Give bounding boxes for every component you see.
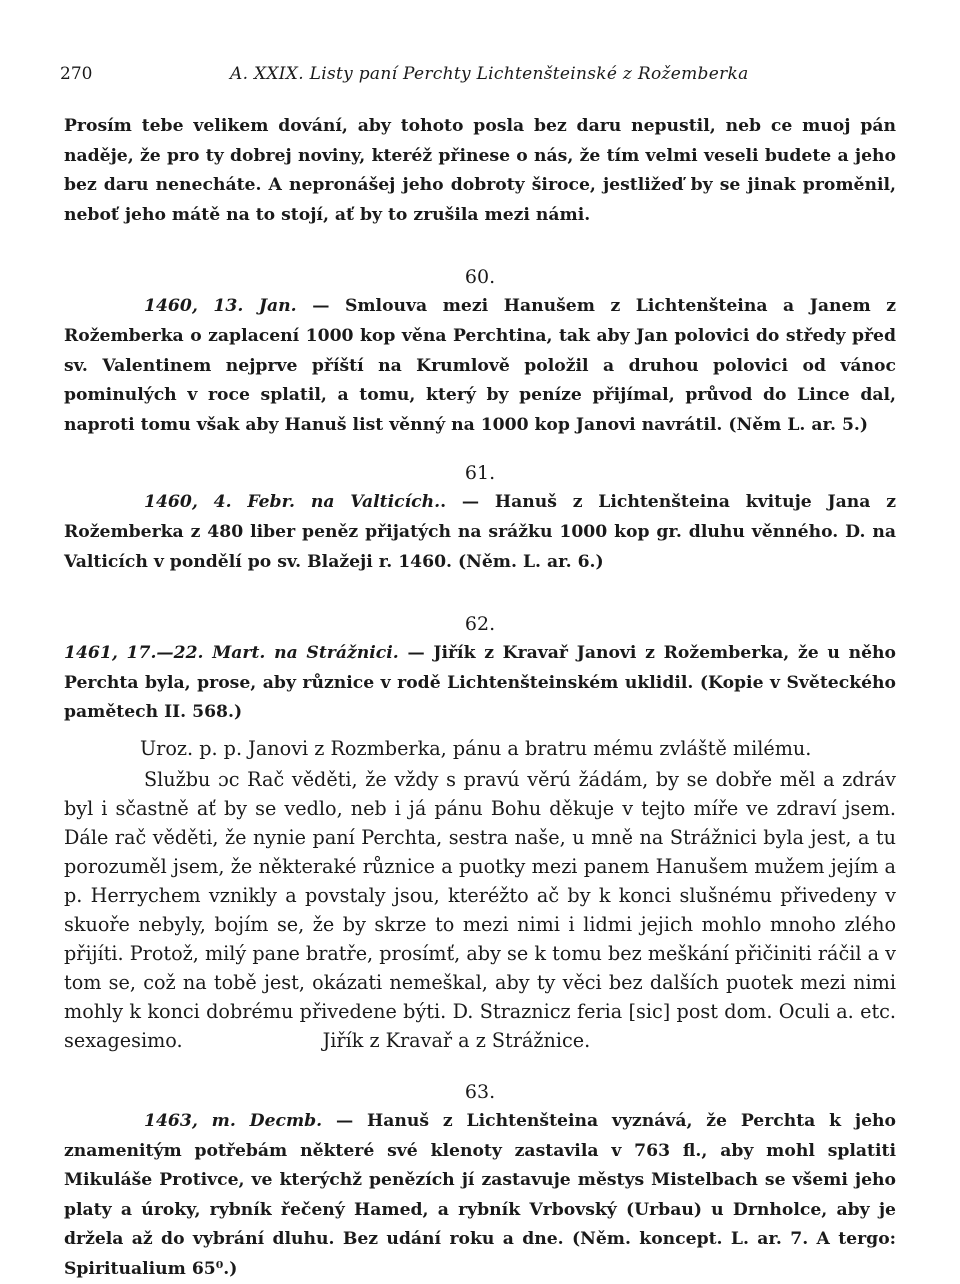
- regest-date: 1461, 17.—22. Mart. na Strážnici.: [64, 643, 399, 664]
- running-title: A. XXIX. Listy paní Perchty Lichtenšteinské z Rožemberka: [230, 64, 749, 84]
- regest-text: — Smlouva mezi Hanušem z Lichtenšteina a Janem z Rožemberka o zaplacení 1000 kop věna Perchtina, tak aby Jan polovici do středy před sv. Valentinem nejprve příští na Krumlově položil a druhou polovici od vánoc pominulých v roce splatil, a tomu, který by peníze přijímal, průvod do Lince dal, naproti tomu však aby Hanuš list věnný na 1000 kop Janovi navrátil. (Něm L. ar. 5.): [64, 296, 896, 435]
- page-body: [64, 112, 896, 1284]
- section-number: 62.: [464, 613, 496, 636]
- letter-body: [64, 765, 896, 1055]
- letter-address: Uroz. p. p. Janovi z Rozmberka, pánu a bratru mému zvláště milému.: [140, 736, 812, 760]
- regest-date: 1460, 13. Jan.: [144, 296, 297, 317]
- page-number: 270: [60, 64, 93, 84]
- regest-paragraph: [64, 292, 896, 440]
- section-number: 61.: [464, 462, 496, 485]
- regest-paragraph: [64, 488, 896, 577]
- regest-date: 1463, m. Decmb.: [144, 1110, 323, 1131]
- regest-paragraph: [64, 639, 896, 728]
- section-number: 63.: [464, 1080, 496, 1103]
- regest-text: . — Hanuš z Lichtenšteina kvituje Jana z Rožemberka z 480 liber peněz přijatých na srážku 1000 kop gr. dluhu věnného. D. na Valticích v pondělí po sv. Blažeji r. 1460. (Něm. L. ar. 6.): [64, 492, 896, 572]
- regest-text: — Hanuš z Lichtenšteina vyznává, že Perchta k jeho znamenitým potřebám některé své klenoty zastavila v 763 fl., aby mohl splatiti Mikuláše Protivce, ve kterýchž penězích jí zastavuje městys Mistelbach se všemi jeho platy a úroky, rybník řečený Hamed, a rybník Vrbovský (Urbau) u Drnholce, aby je držela až do vybrání dluhu. Bez udání roku a dne. (Něm. koncept. L. ar. 7. A tergo: Spiritualium 65⁰.): [64, 1110, 897, 1279]
- intro-paragraph: Prosím tebe velikem dování, aby tohoto posla bez daru nepustil, neb ce muoj pán naděje, že pro ty dobrej noviny, kteréž přinese o nás, že tím velmi veseli budete a jeho bez daru nenecháte. A nepronášej jeho dobroty široce, jestližeď by se jinak proměnil, neboť jeho mátě na to stojí, ať by to zrušila mezi námi.: [64, 116, 896, 225]
- section-number: 60.: [464, 266, 496, 289]
- regest-date: 1460, 4. Febr. na Valticích.: [144, 492, 441, 513]
- letter-signature: Jiřík z Kravař a z Strážnice.: [322, 1028, 591, 1052]
- regest-text: — Jiřík z Kravař Janovi z Rožemberka, že u něho Perchta byla, prose, aby různice v rodě Lichtenšteinském uklidil. (Kopie v Světeckého pamětech II. 568.): [64, 643, 896, 723]
- regest-paragraph: [64, 1107, 896, 1284]
- page-header: [60, 60, 896, 90]
- letter-text: Službu ɔc Rač věděti, že vždy s pravú věrú žádám, by se dobře měl a zdráv byl i sčastně ať by se vedlo, neb i já pánu Bohu děkuje v tejto míře ve zdraví jsem. Dále rač věděti, že nynie paní Perchta, sestra naše, u mně na Strážnici byla jest, a tu porozuměl jsem, že některaké různice a puotky mezi panem Hanušem mužem jejím a p. Herrychem vznikly a povstaly jsou, kteréžto ač by k konci slušnému přivedeny v skuoře nebyly, bojím se, že by skrze to mezi nimi i lidmi jejich mohlo mnoho zlého přijíti. Protož, milý pane bratře, prosímť, aby se k tomu bez meškání přičiniti ráčil a v tom se, což na tobě jest, okázati nemeškal, aby ty věci bez dalších puotek mezi nimi mohly k konci dobrému přivedene býti. D. Straznicz feria [sic] post dom. Oculi a. etc. sexagesimo.: [64, 767, 896, 1052]
